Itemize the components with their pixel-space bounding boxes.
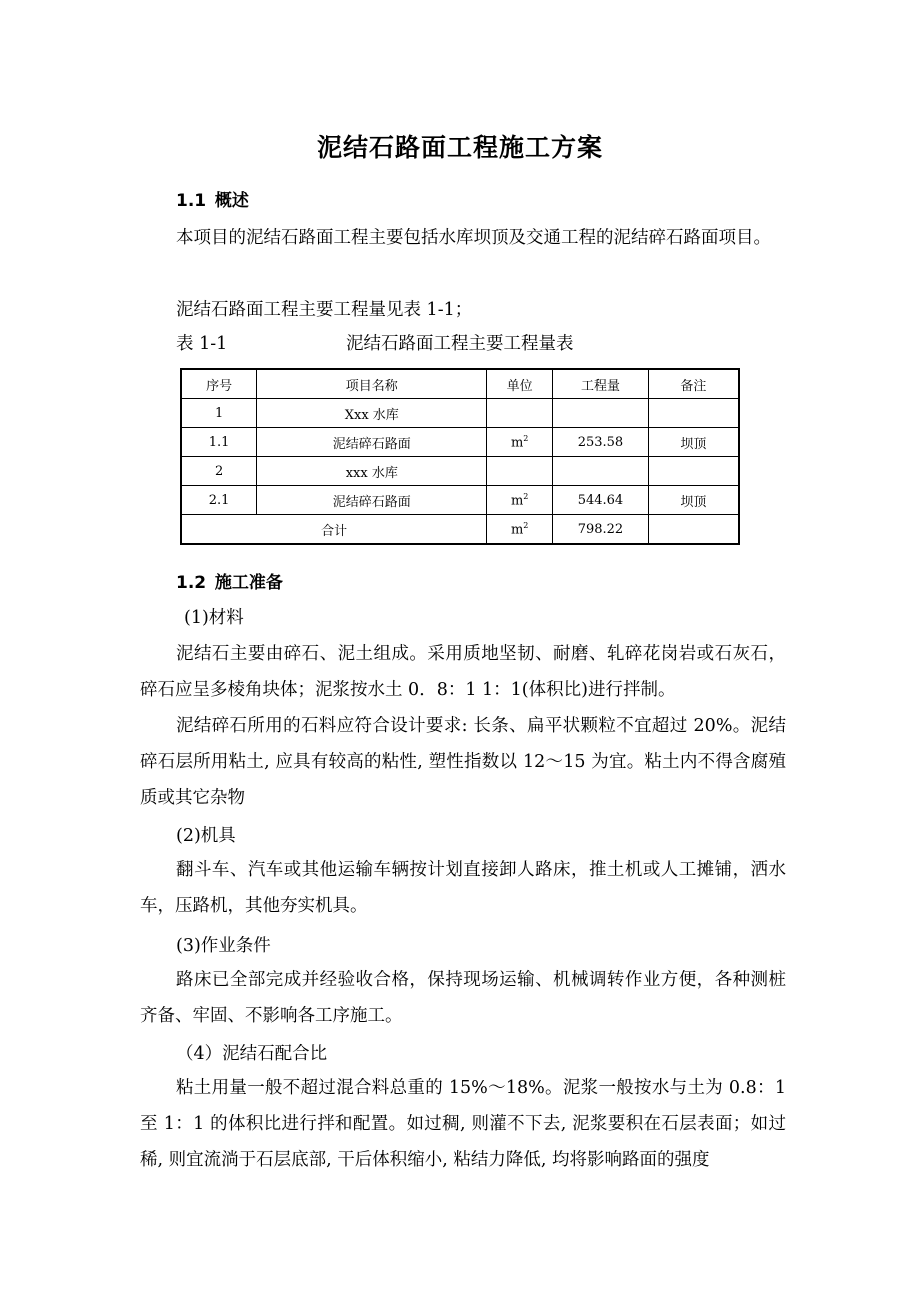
cell-unit: $m^2$ [487, 486, 553, 515]
cell-note: 坝顶 [648, 428, 739, 457]
section-title: 施工准备 [214, 573, 283, 593]
subheading-mix-ratio: （4）泥结石配合比 [176, 1044, 328, 1064]
total-note [648, 515, 739, 545]
subheading-materials: (1)材料 [184, 608, 244, 628]
subheading-conditions: (3)作业条件 [176, 936, 271, 956]
overview-paragraph: 本项目的泥结石路面工程主要包括水库坝顶及交通工程的泥结碎石路面项目。 [176, 228, 771, 248]
total-qty: 798.22 [553, 515, 649, 545]
cell-no: 2.1 [181, 486, 257, 515]
materials-paragraph-1: 泥结石主要由碎石、泥土组成。采用质地坚韧、耐磨、轧碎花岗岩或石灰石，碎石应呈多棱角块体；泥浆按水土 0．8：1 1：1(体积比)进行拌制。 [140, 644, 786, 700]
section-number: 1.2 [176, 573, 207, 593]
table-row [181, 457, 739, 486]
cell-unit: $m^2$ [487, 428, 553, 457]
section-number: 1.1 [176, 191, 207, 211]
quantity-table [180, 368, 740, 545]
cell-note [648, 399, 739, 428]
section-title: 概述 [214, 191, 249, 211]
header-cell: 单位 [487, 369, 553, 399]
header-cell: 项目名称 [257, 369, 487, 399]
cell-name: Xxx 水库 [257, 399, 487, 428]
table-label: 表 1-1 [176, 334, 228, 354]
cell-name: 泥结碎石路面 [257, 428, 487, 457]
equipment-paragraph: 翻斗车、汽车或其他运输车辆按计划直接卸人路床，推土机或人工摊铺，洒水车，压路机，其他夯实机具。 [140, 860, 786, 916]
table-header-row [181, 369, 739, 399]
cell-no: 1.1 [181, 428, 257, 457]
table-row [181, 428, 739, 457]
section-heading-preparation [176, 568, 283, 593]
header-cell: 备注 [648, 369, 739, 399]
cell-qty [553, 457, 649, 486]
subheading-equipment: (2)机具 [176, 826, 236, 846]
table-row [181, 399, 739, 428]
table-caption [176, 330, 574, 355]
cell-note [648, 457, 739, 486]
cell-qty: 253.58 [553, 428, 649, 457]
document-title: 泥结石路面工程施工方案 [316, 133, 603, 162]
table-total-row [181, 515, 739, 545]
cell-no: 1 [181, 399, 257, 428]
cell-name: xxx 水库 [257, 457, 487, 486]
section-heading-overview [176, 186, 249, 211]
header-cell: 工程量 [553, 369, 649, 399]
mix-ratio-paragraph: 粘土用量一般不超过混合料总重的 15%～18%。泥浆一般按水与土为 0.8：1 至 1：1 的体积比进行拌和配置。如过稠, 则灌不下去, 泥浆要积在石层表面；如过稀, 则宜流淌于石层底部, 干后体积缩小, 粘结力降低, 均将影响路面的强度 [140, 1078, 786, 1170]
cell-name: 泥结碎石路面 [257, 486, 487, 515]
cell-no: 2 [181, 457, 257, 486]
cell-qty [553, 399, 649, 428]
table-reference-paragraph: 泥结石路面工程主要工程量见表 1-1； [176, 300, 473, 320]
total-unit: $m^2$ [487, 515, 553, 545]
total-label: 合计 [181, 515, 487, 545]
cell-note: 坝顶 [648, 486, 739, 515]
cell-qty: 544.64 [553, 486, 649, 515]
table-title: 泥结石路面工程主要工程量表 [346, 334, 574, 354]
cell-unit [487, 457, 553, 486]
header-cell: 序号 [181, 369, 257, 399]
table-row [181, 486, 739, 515]
materials-paragraph-2: 泥结碎石所用的石料应符合设计要求: 长条、扁平状颗粒不宜超过 20%。泥结碎石层所用粘土, 应具有较高的粘性, 塑性指数以 12～15 为宜。粘土内不得含腐殖质或其它杂物 [140, 716, 786, 808]
conditions-paragraph: 路床已全部完成并经验收合格，保持现场运输、机械调转作业方便，各种测桩齐备、牢固、不影响各工序施工。 [140, 970, 786, 1026]
cell-unit [487, 399, 553, 428]
